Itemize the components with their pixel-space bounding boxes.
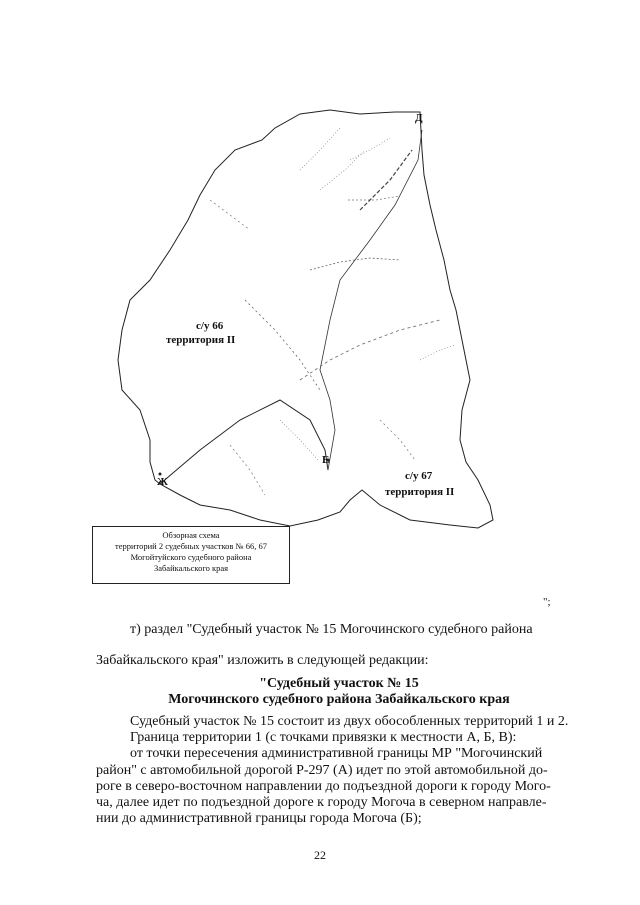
street-line [300,128,340,170]
body-line: ча, далее идет по подъездной дороге к городу Могоча в северном направле- [96,795,547,811]
legend-line: территорий 2 судебных участков № 66, 67 [114,541,268,551]
plot67-number-label: с/у 67 [405,470,433,482]
street-line [360,150,412,210]
section-heading [96,676,582,708]
plot-division-line-2 [320,130,422,470]
territory-boundary [118,110,493,528]
street-line [350,138,390,160]
street-line [380,420,415,460]
heading-line: "Судебный участок № 15 [259,676,419,691]
street-line [420,345,455,360]
plot66-number-label: с/у 66 [196,320,224,332]
closing-quote: "; [543,596,551,608]
body-line: Граница территории 1 (с точками привязки к местности А, Б, В): [130,730,517,746]
paragraph-t-line2: Забайкальского края" изложить в следующей редакции: [96,653,429,668]
map-legend-box [92,526,290,584]
legend-line: Обзорная схема [162,530,220,540]
legend-line: Забайкальского края [153,563,229,573]
plot67-territory-label: территория II [385,486,455,498]
plot-division-line [160,400,328,484]
plot66-territory-label: территория II [166,334,236,346]
body-line: район" с автомобильной дорогой Р-297 (А) идет по этой автомобильной до- [96,762,548,778]
page-number: 22 [314,848,326,862]
heading-line: Могочинского судебного района Забайкальского края [168,692,510,707]
street-line [245,300,320,390]
body-line: роге в северо-восточном направлении до подъездной дороги к городу Мого- [96,778,551,794]
paragraph-t-line1: т) раздел "Судебный участок № 15 Могочинского судебного района [130,622,533,637]
point-d-label: Д [415,112,423,124]
body-line: Судебный участок № 15 состоит из двух обособленных территорий 1 и 2. [130,714,569,729]
body-line: нии до административной границы города Могоча (Б); [96,811,422,827]
point-zh-label: Ж [157,476,168,488]
street-line [300,320,440,380]
body-line: от точки пересечения административной границы МР "Могочинский [130,746,543,762]
legend-line: Могойтуйского судебного района [130,552,252,562]
street-line [230,445,265,495]
street-line [280,420,318,460]
point-e-label: Е [322,454,330,466]
street-line [210,200,250,230]
body-text [96,714,582,827]
